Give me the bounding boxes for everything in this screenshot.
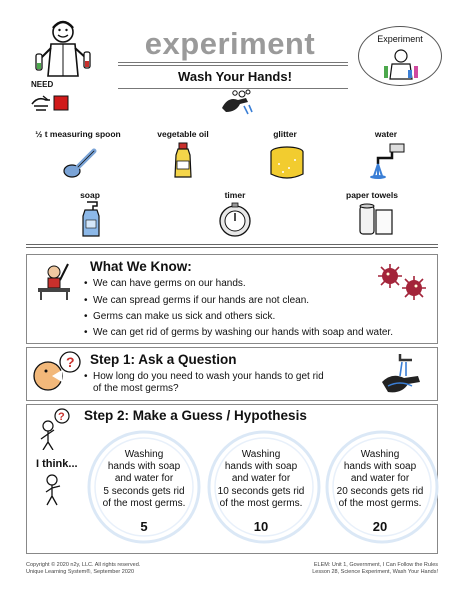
pointing-person-icon	[40, 474, 66, 506]
material-label-timer: timer	[224, 190, 246, 200]
measuring-spoon-icon	[60, 143, 100, 183]
oil-bottle-icon	[163, 141, 203, 181]
know-bullet-2: • We can spread germs if our hands are not clean.	[93, 294, 309, 307]
hypothesis-number-10: 10	[253, 519, 269, 534]
timer-icon	[215, 200, 255, 240]
soap-bottle-icon	[71, 200, 111, 240]
need-label: NEED	[31, 80, 54, 89]
step1-question-line2: of the most germs?	[93, 383, 179, 394]
faucet-icon	[368, 140, 408, 180]
badge-scientist-icon	[382, 48, 420, 80]
know-bullet-3: • Germs can make us sick and others sick.	[93, 310, 275, 323]
divider-bottom	[26, 247, 438, 248]
copyright-text: Copyright © 2020 n2y, LLC. All rights reserved.	[26, 562, 141, 568]
question-face-icon	[32, 350, 82, 396]
footer-right	[312, 562, 438, 577]
what-we-know-title: What We Know:	[90, 259, 192, 274]
lesson-text: Lesson 28, Science Experiment, Wash Your Hands!	[312, 569, 438, 576]
hand-wash-icon	[218, 88, 254, 116]
hypothesis-text-20: Washing hands with soap and water for 20 seconds gets rid of the most germs.	[336, 449, 424, 509]
unit-text: ELEM: Unit 1, Government, I Can Follow the Rules	[313, 562, 438, 568]
hypothesis-number-5: 5	[140, 519, 148, 534]
student-raising-hand-icon	[32, 260, 76, 300]
material-label-spoon: ½ t measuring spoon	[35, 129, 121, 139]
need-hand-icon	[30, 92, 72, 114]
edition-text: Unique Learning System®, September 2020	[26, 569, 135, 576]
paper-towel-icon	[356, 200, 396, 240]
scientist-icon	[34, 18, 92, 80]
page-title: experiment	[144, 26, 316, 61]
know-bullet-4: • We can get rid of germs by washing our hands with soap and water.	[93, 326, 393, 339]
material-label-oil: vegetable oil	[157, 129, 209, 139]
step1-title: Step 1: Ask a Question	[90, 352, 237, 367]
footer-left	[26, 562, 140, 577]
divider-top	[26, 244, 438, 245]
material-label-paper-towels: paper towels	[346, 190, 398, 200]
title-rule-1	[118, 62, 348, 63]
hypothesis-text-5: Washing hands with soap and water for 5 seconds gets rid of the most germs.	[102, 449, 186, 509]
page-subtitle: Wash Your Hands!	[178, 69, 292, 84]
svg-text:?: ?	[58, 411, 65, 423]
washing-hands-icon	[378, 352, 428, 396]
step1-question-line1: • How long do you need to wash your hands to get rid	[93, 370, 324, 383]
badge-label: Experiment	[377, 34, 423, 44]
hypothesis-number-20: 20	[372, 519, 388, 534]
material-label-water: water	[374, 129, 398, 139]
svg-text:?: ?	[66, 354, 75, 370]
glitter-icon	[267, 142, 307, 182]
title-rule-2	[118, 65, 348, 66]
know-bullet-1: • We can have germs on our hands.	[93, 277, 246, 290]
germs-icon	[376, 262, 428, 302]
material-label-glitter: glitter	[273, 129, 297, 139]
i-think-label: I think...	[36, 458, 78, 470]
step2-title: Step 2: Make a Guess / Hypothesis	[84, 408, 307, 423]
hypothesis-text-10: Washing hands with soap and water for 10 seconds gets rid of the most germs.	[217, 449, 305, 509]
thinking-person-icon	[36, 408, 72, 450]
material-label-soap: soap	[80, 190, 100, 200]
